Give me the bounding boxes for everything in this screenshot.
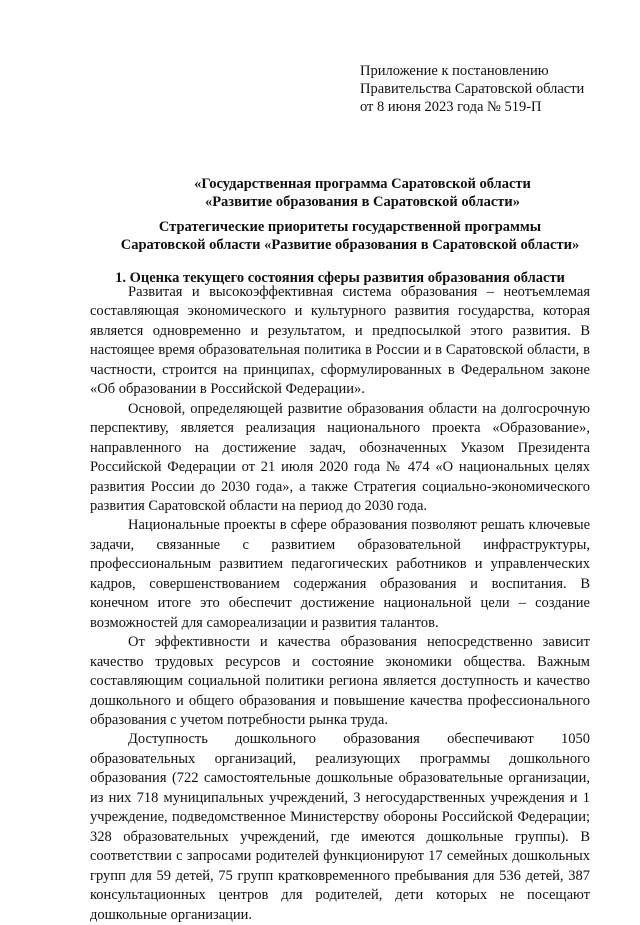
document-body	[90, 283, 590, 925]
appendix-line-3: от 8 июня 2023 года № 519-П	[360, 99, 542, 115]
paragraph-4: От эффективности и качества образования непосредственно зависит качество трудовых ресурсов и состояние экономики общества. Важным составляющим социальной политики региона является доступность и качество дошкольного и общего образования и повышение качества профессионального образования с учетом потребности рынка труда.	[90, 634, 590, 728]
paragraph-3: Национальные проекты в сфере образования позволяют решать ключевые задачи, связанные с развитием образовательной инфраструктуры, профессиональным развитием педагогических работников и управленческих кадров, совершенствованием содержания образования и воспитания. В конечном итоге это обеспечит достижение национальной цели – создание возможностей для самореализации и развития талантов.	[90, 517, 590, 631]
appendix-header	[360, 62, 584, 116]
paragraph-5: Доступность дошкольного образования обеспечивают 1050 образовательных организаций, реализующих программы дошкольного образования (722 самостоятельные дошкольные образовательные организации, из них 718 муниципальных учреждений, 3 негосударственных учреждения и 1 учреждение, подведомственное Министерству обороны Российской Федерации; 328 образовательных учреждений, где имеются дошкольные группы). В соответствии с запросами родителей функционируют 17 семейных дошкольных групп для 59 детей, 75 групп кратковременного пребывания для 536 детей, 387 консультационных центров для родителей, дети которых не посещают дошкольные организации.	[90, 731, 590, 923]
paragraph-2: Основой, определяющей развитие образования области на долгосрочную перспективу, является реализация национального проекта «Образование», направленного на достижение задач, обозначенных Указом Президента Российской Федерации от 21 июля 2020 года № 474 «О национальных целях развития России до 2030 года», а также Стратегия социально-экономического развития Саратовской области на период до 2030 года.	[90, 400, 590, 514]
appendix-line-1: Приложение к постановлению	[360, 63, 549, 79]
paragraph-1: Развитая и высокоэффективная система образования – неотъемлемая составляющая экономического и культурного развития государства, которая является одновременно и результатом, и предпосылкой этого развития. В настоящее время образовательная политика в России и в Саратовской области, в частности, строится на принципах, сформулированных в Федеральном законе «Об образовании в Российской Федерации».	[90, 284, 590, 398]
priorities-title-line-1: Стратегические приоритеты государственной программы	[158, 219, 542, 235]
program-title-line-2: «Развитие образования в Саратовской области»	[204, 194, 521, 210]
priorities-title	[100, 218, 600, 254]
section-heading: 1. Оценка текущего состояния сферы развития образования области	[115, 270, 565, 286]
program-title-line-1: «Государственная программа Саратовской области	[194, 176, 531, 192]
appendix-line-2: Правительства Саратовской области	[360, 81, 585, 97]
priorities-title-line-2: Саратовской области «Развитие образования в Саратовской области»	[120, 237, 580, 253]
program-title	[160, 175, 565, 211]
